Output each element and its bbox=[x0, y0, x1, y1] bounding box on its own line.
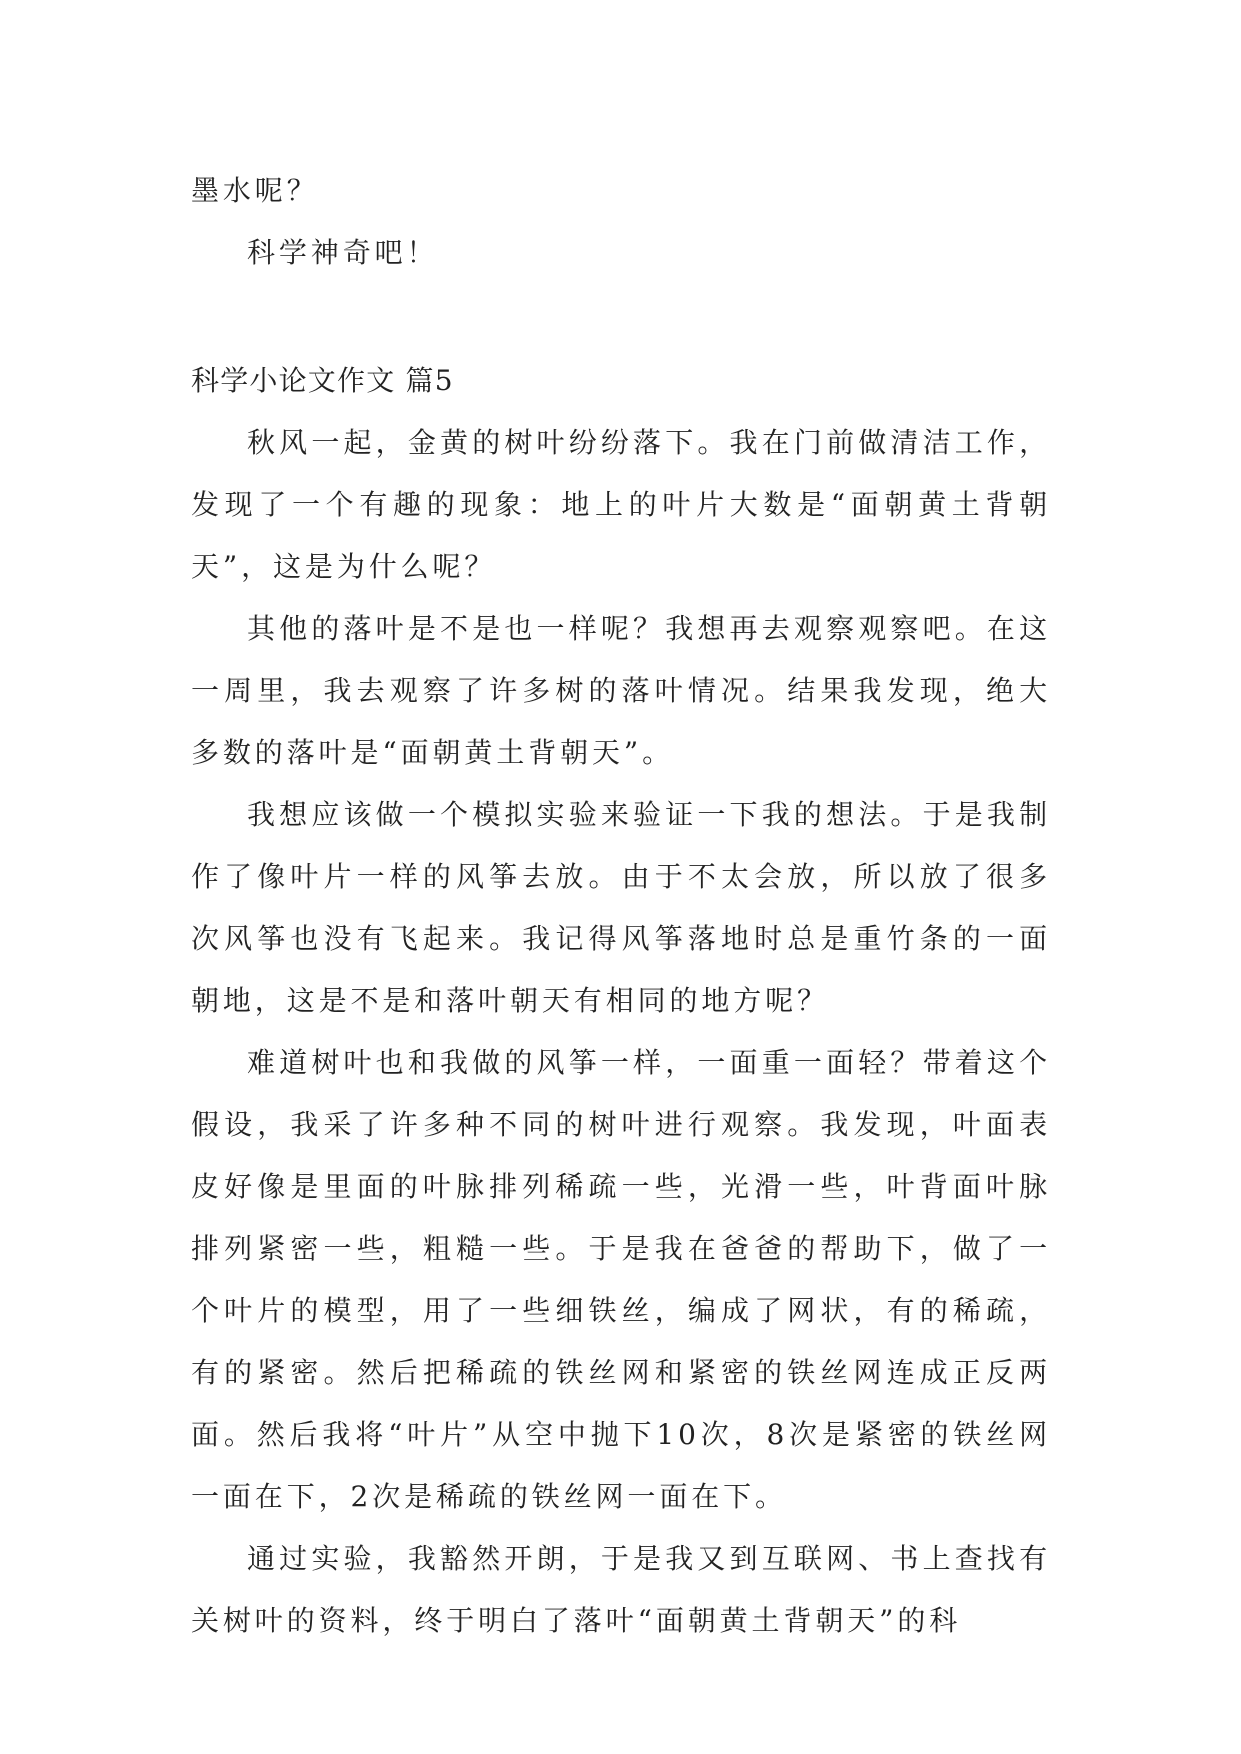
closing-line: 科学神奇吧！ bbox=[247, 236, 439, 269]
section-title: 科学小论文作文 篇5 bbox=[191, 364, 454, 397]
section-gap bbox=[191, 284, 1051, 350]
paragraph: 难道树叶也和我做的风筝一样，一面重一面轻？带着这个假设，我采了许多种不同的树叶进行观察。我发现，叶面表皮好像是里面的叶脉排列稀疏一些，光滑一些，叶背面叶脉排列紧密一些，粗糙一些。于是我在爸爸的帮助下，做了一个叶片的模型，用了一些细铁丝，编成了网状，有的稀疏，有的紧密。然后把稀疏的铁丝网和紧密的铁丝网连成正反两面。然后我将“叶片”从空中抛下10次，8次是紧密的铁丝网一面在下，2次是稀疏的铁丝网一面在下。 bbox=[191, 1046, 1051, 1513]
document-body bbox=[191, 160, 1051, 1652]
paragraph: 我想应该做一个模拟实验来验证一下我的想法。于是我制作了像叶片一样的风筝去放。由于不太会放，所以放了很多次风筝也没有飞起来。我记得风筝落地时总是重竹条的一面朝地，这是不是和落叶朝天有相同的地方呢？ bbox=[191, 798, 1051, 1017]
paragraph: 通过实验，我豁然开朗，于是我又到互联网、书上查找有关树叶的资料，终于明白了落叶“面朝黄土背朝天”的科 bbox=[191, 1542, 1051, 1637]
continuation-line: 墨水呢？ bbox=[191, 174, 319, 207]
paragraph: 其他的落叶是不是也一样呢？我想再去观察观察吧。在这一周里，我去观察了许多树的落叶情况。结果我发现，绝大多数的落叶是“面朝黄土背朝天”。 bbox=[191, 612, 1051, 769]
paragraph: 秋风一起，金黄的树叶纷纷落下。我在门前做清洁工作，发现了一个有趣的现象：地上的叶片大数是“面朝黄土背朝天”，这是为什么呢？ bbox=[191, 426, 1051, 583]
